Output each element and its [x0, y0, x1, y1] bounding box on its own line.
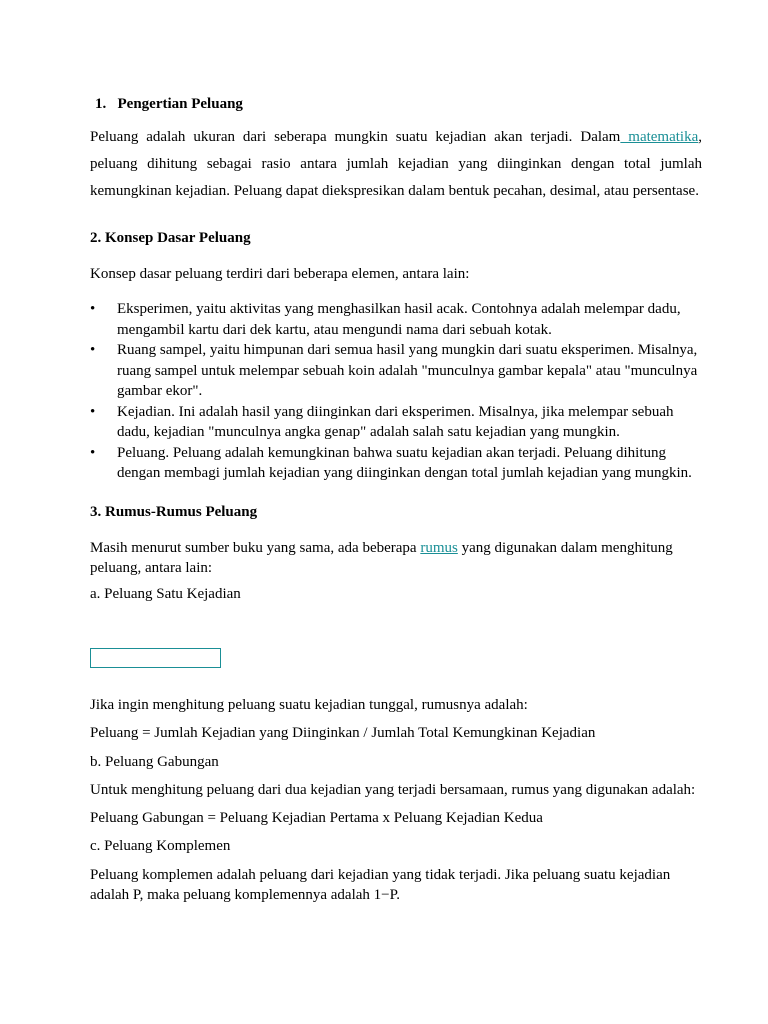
list-item: • Peluang. Peluang adalah kemungkinan bahwa suatu kejadian akan terjadi. Peluang dihitung dengan membagi jumlah kejadian yang diinginkan dengan total jumlah kejadian yang mungkin.: [90, 444, 692, 481]
concept-list: [90, 299, 702, 484]
bullet-icon: •: [90, 342, 96, 358]
rumus-link[interactable]: rumus: [420, 540, 458, 556]
bullet-icon: •: [90, 301, 96, 317]
section-1-heading: [95, 94, 707, 114]
subheading-b: b. Peluang Gabungan: [90, 754, 219, 770]
list-item: • Eksperimen, yaitu aktivitas yang menghasilkan hasil acak. Contohnya adalah melempar dadu, mengambil kartu dari dek kartu, atau mengundi nama dari sebuah kotak.: [90, 301, 681, 338]
bullet-icon: •: [90, 403, 96, 420]
single-event-intro: Jika ingin menghitung peluang suatu kejadian tunggal, rumusnya adalah:: [90, 697, 528, 713]
section-2-intro: Konsep dasar peluang terdiri dari beberapa elemen, antara lain:: [90, 266, 470, 282]
combined-formula: Peluang Gabungan = Peluang Kejadian Pertama x Peluang Kejadian Kedua: [90, 810, 543, 826]
combined-intro: Untuk menghitung peluang dari dua kejadian yang terjadi bersamaan, rumus yang digunakan adalah:: [90, 782, 696, 798]
subheading-a: a. Peluang Satu Kejadian: [90, 586, 241, 602]
section-3-intro: Masih menurut sumber buku yang sama, ada beberapa rumus yang digunakan dalam menghitung peluang, antara lain:: [90, 540, 673, 576]
section-1-number: 1.: [95, 96, 107, 112]
single-event-formula: Peluang = Jumlah Kejadian yang Diinginkan / Jumlah Total Kemungkinan Kejadian: [90, 725, 596, 741]
list-item: • Kejadian. Ini adalah hasil yang diinginkan dari eksperimen. Misalnya, jika melempar sebuah dadu, kejadian "munculnya angka genap" adalah salah satu kejadian yang mungkin.: [90, 403, 674, 440]
complement-paragraph: Peluang komplemen adalah peluang dari kejadian yang tidak terjadi. Jika peluang suatu kejadian adalah P, maka peluang komplemennya adalah 1−P.: [90, 867, 671, 903]
section-3-heading: 3. Rumus-Rumus Peluang: [90, 504, 258, 520]
section-1-paragraph: Peluang adalah ukuran dari seberapa mungkin suatu kejadian akan terjadi. Dalam matematika, peluang dihitung sebagai rasio antara jumlah kejadian yang diinginkan dengan total jumlah kemungkinan kejadian. Peluang dapat diekspresikan dalam bentuk pecahan, desimal, atau persentase.: [90, 129, 703, 199]
formula-image-placeholder: [90, 648, 221, 668]
bullet-icon: •: [90, 444, 96, 461]
section-1-title: Pengertian Peluang: [117, 96, 243, 112]
subheading-c: c. Peluang Komplemen: [90, 838, 231, 854]
matematika-link[interactable]: matematika: [620, 129, 699, 145]
section-2-heading: 2. Konsep Dasar Peluang: [90, 230, 251, 246]
list-item: • Ruang sampel, yaitu himpunan dari semua hasil yang mungkin dari suatu eksperimen. Misalnya, ruang sampel untuk melempar sebuah koin adalah "munculnya gambar kepala" atau "munculnya gambar ekor".: [90, 342, 698, 399]
